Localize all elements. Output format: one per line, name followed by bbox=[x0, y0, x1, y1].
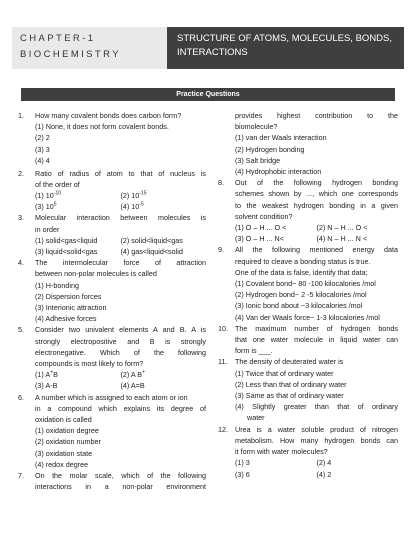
question-number: 7. bbox=[18, 471, 24, 481]
option-1: (1) A+B bbox=[35, 369, 58, 380]
question-8 bbox=[218, 177, 398, 244]
option-4: (4) N – H ... N < bbox=[316, 234, 368, 244]
question-number: 9. bbox=[218, 245, 224, 255]
question-10 bbox=[218, 323, 398, 357]
question-stem: Urea is a water soluble product of nitrogen bbox=[235, 424, 398, 434]
question-1 bbox=[18, 110, 206, 166]
option-1: (1) $10^{-10}$ bbox=[35, 190, 62, 201]
question-9 bbox=[218, 244, 398, 322]
right-column bbox=[218, 110, 398, 480]
option-3: (3) $10^5$ bbox=[35, 201, 57, 212]
question-stem: A number which is assigned to each atom or ion bbox=[35, 392, 188, 402]
question-stem: The intermolecular force of attraction bbox=[35, 258, 206, 268]
option-3: (3) Interionic attraction bbox=[35, 303, 107, 313]
option-3: (3) 6 bbox=[235, 469, 250, 479]
option-2: (2) $10^{-15}$ bbox=[120, 190, 147, 201]
question-stem: biomolecule? bbox=[235, 122, 278, 132]
option-1: (1) oxidation degree bbox=[35, 426, 99, 436]
question-number: 10. bbox=[218, 323, 228, 333]
question-12 bbox=[218, 424, 398, 480]
question-stem: How many covalent bonds does carbon form? bbox=[35, 111, 182, 120]
question-stem: between non-polar molecules is called bbox=[35, 269, 157, 279]
question-number: 6. bbox=[18, 392, 24, 402]
question-number: 3. bbox=[18, 213, 24, 223]
option-2: (2) 4 bbox=[316, 458, 332, 468]
chapter-title-box bbox=[167, 27, 404, 69]
question-stem: to the weakest hydrogen bonding in a given bbox=[235, 200, 398, 210]
chapter-title-line2: INTERACTIONS bbox=[177, 47, 248, 58]
option-1: (1) H-bonding bbox=[35, 280, 79, 290]
question-number: 4. bbox=[18, 258, 24, 268]
option-1: (1) solid<gas<liquid bbox=[35, 235, 98, 245]
question-stem: form is ___. bbox=[235, 346, 273, 356]
option-3: (3) O – H ... N< bbox=[235, 234, 284, 244]
question-stem: The density of deuterated water is bbox=[235, 357, 344, 367]
option-2: (2) Hydrogen bond~ 2 -5 kilocalories /mol bbox=[235, 290, 367, 300]
question-stem: provides highest contribution to the bbox=[235, 111, 398, 120]
question-stem: Consider two univalent elements A and B. A is bbox=[35, 325, 206, 335]
question-6 bbox=[18, 392, 206, 470]
question-stem: in a compound which explains its degree of bbox=[35, 403, 206, 413]
question-stem: solvent condition? bbox=[235, 211, 293, 221]
option-1: (1) O – H ... O < bbox=[235, 223, 287, 233]
chapter-subject: BIOCHEMISTRY bbox=[20, 49, 121, 60]
question-stem: schemes shown by ..., which one corresponds bbox=[235, 189, 398, 199]
question-2 bbox=[18, 168, 206, 213]
option-3: (3) Same as that of ordinary water bbox=[235, 391, 344, 401]
question-number: 5. bbox=[18, 325, 24, 335]
option-2: (2) 2 bbox=[35, 133, 50, 143]
option-1: (1) Covalent bond~ 80 -100 kilocalories /mol bbox=[235, 279, 376, 289]
question-stem: Ratio of radius of atom to that of nucleus is bbox=[35, 168, 206, 178]
question-number: 12. bbox=[218, 424, 228, 434]
section-title: Practice Questions bbox=[21, 88, 395, 101]
option-1: (1) 3 bbox=[235, 458, 250, 468]
question-stem: strongly electropositive and B is strongly bbox=[35, 336, 206, 346]
question-number: 2. bbox=[18, 168, 24, 178]
option-2: (2) N – H ... O < bbox=[316, 223, 368, 233]
question-3 bbox=[18, 212, 206, 257]
option-2: (2) Less than that of ordinary water bbox=[235, 379, 347, 389]
option-1: (1) Twice that of ordinary water bbox=[235, 368, 334, 378]
option-3: (3) Ionic bond about ~3 kilocalories /mol bbox=[235, 301, 363, 311]
question-stem: required to cleave a bonding status is true. bbox=[235, 256, 371, 266]
question-number: 1. bbox=[18, 111, 24, 120]
option-4: (4) 2 bbox=[316, 469, 332, 479]
option-1: (1) None, it does not form covalent bonds. bbox=[35, 122, 169, 132]
option-4-continued: water bbox=[247, 413, 265, 423]
option-3: (3) A-B bbox=[35, 381, 58, 391]
question-stem: Out of the following hydrogen bonding bbox=[235, 178, 398, 188]
option-3: (3) oxidation state bbox=[35, 448, 93, 458]
chapter-label-box bbox=[12, 27, 167, 69]
question-stem: Molecular interaction between molecules is bbox=[35, 213, 206, 223]
question-number: 11. bbox=[218, 357, 228, 367]
question-stem: of the order of bbox=[35, 179, 80, 189]
option-2: (2) solid<liquid<gas bbox=[120, 235, 183, 245]
option-2: (2) oxidation number bbox=[35, 437, 101, 447]
option-4: (4) Hydrophobic interaction bbox=[235, 167, 322, 177]
question-stem: On the molar scale, which of the following bbox=[35, 471, 206, 481]
option-4: (4) Slightly greater than that of ordinary bbox=[235, 402, 398, 412]
question-stem: The maximum number of hydrogen bonds bbox=[235, 323, 398, 333]
question-stem: compounds is most likely to form? bbox=[35, 359, 144, 369]
question-7 bbox=[18, 470, 206, 492]
question-stem: One of the data is false, identify that data; bbox=[235, 267, 368, 277]
option-4: (4) $10^{-5}$ bbox=[120, 201, 144, 212]
chapter-title-line1: STRUCTURE OF ATOMS, MOLECULES, BONDS, bbox=[177, 33, 393, 44]
question-stem: interactions in a non-polar environment bbox=[35, 482, 206, 492]
question-stem: that one water molecule in liquid water can bbox=[235, 335, 398, 345]
chapter-header bbox=[12, 27, 404, 69]
question-7-continued bbox=[218, 110, 398, 177]
option-4: (4) Adhesive forces bbox=[35, 314, 97, 324]
option-4: (4) redox degree bbox=[35, 459, 89, 469]
option-4: (4) 4 bbox=[35, 155, 50, 165]
option-4: (4) gas<liquid<solid bbox=[120, 247, 183, 257]
question-5 bbox=[18, 324, 206, 391]
left-column bbox=[18, 110, 206, 493]
chapter-number: CHAPTER-1 bbox=[20, 33, 96, 44]
option-3: (3) 3 bbox=[35, 144, 50, 154]
question-number: 8. bbox=[218, 178, 224, 188]
option-1: (1) van der Waals interaction bbox=[235, 133, 327, 143]
question-stem: metabolism. How many hydrogen bonds can bbox=[235, 435, 398, 445]
question-stem: in order bbox=[35, 224, 60, 234]
option-4: (4) A=B bbox=[120, 381, 145, 391]
option-4: (4) Van der Waals force~ 1-3 kilocalories /mol bbox=[235, 312, 380, 322]
option-2: (2) A B+ bbox=[120, 369, 145, 380]
option-3: (3) liquid<solid<gas bbox=[35, 247, 98, 257]
question-stem: All the following mentioned energy data bbox=[235, 245, 398, 255]
question-stem: oxidation is called bbox=[35, 415, 92, 425]
option-2: (2) Hydrogen bonding bbox=[235, 144, 305, 154]
question-11 bbox=[218, 356, 398, 423]
option-3: (3) Salt bridge bbox=[235, 155, 281, 165]
question-stem: it form with water molecules? bbox=[235, 447, 328, 457]
question-4 bbox=[18, 257, 206, 324]
question-stem: electronegative. Which of the following bbox=[35, 347, 206, 357]
option-2: (2) Dispersion forces bbox=[35, 291, 102, 301]
